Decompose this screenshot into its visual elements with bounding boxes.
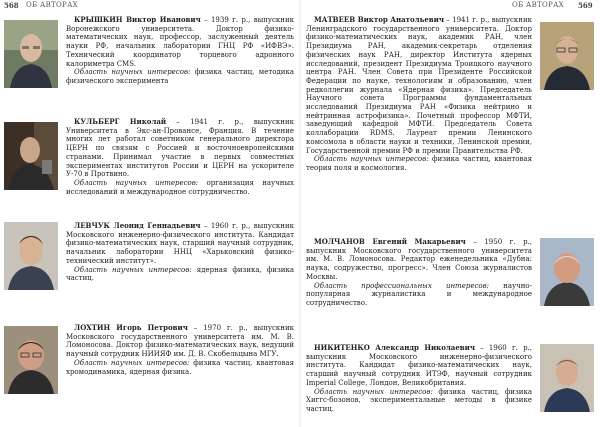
- author-bio: – 1941 г. р., выпускник Ленинградского государственного университета. Доктор физико-математических наук, академик РАН, член Президиума РАН, академик-секретарь отделения физических наук РАН, директор Института ядерных исследований, президент Президиума Троицкого научного центра РАН. Член Совета при Президенте Российской Федерации по науке, технологиям и образованию, член редколлегии журнала «Ядерная физика». Председатель Научного совета Программы фундаментальных исследований Президиума РАН «Физика нейтрино и нейтринная астрофизика». Почетный профессор МФТИ, заведующий кафедрой МФТИ. Председатель Совета коллаборации RDMS. Лауреат премии Ленинского комсомола в области науки и техники, Ленинской премии, Государственной премии РФ и премии Правительства РФ.: [306, 16, 533, 155]
- interests-label: Область научных интересов:: [74, 358, 190, 367]
- author-photo-molchanov: [540, 238, 594, 306]
- author-photo-matveev: [540, 22, 594, 90]
- author-name: МОЛЧАНОВ Евгений Макарьевич: [314, 237, 466, 246]
- author-interests: физика частиц, методика физического эксперимента: [66, 68, 294, 85]
- right-page-number: 569: [578, 1, 593, 10]
- author-name: ЛЕВЧУК Леонид Геннадьевич: [74, 221, 201, 230]
- author-bio: – 1941 г. р., выпускник Университета в Экс-ан-Провансе, Франция. В течение многих лет работал советником генерального директора ЦЕРН по связям с Россией и восточноевропейскими странами. Принимал участие в первых совместных экспериментах институтов России и ЦЕРН на ускорителе У-70 в Протвино.: [66, 118, 294, 179]
- author-name: КРЫШКИН Виктор Иванович: [74, 15, 201, 24]
- author-entry-kulberg: [66, 118, 294, 196]
- left-page-number: 568: [4, 1, 19, 10]
- author-name: МАТВЕЕВ Виктор Анатольевич: [314, 15, 444, 24]
- author-interests: физика частиц, квантовая теория поля и космология.: [306, 155, 532, 172]
- interests-label: Область научных интересов:: [314, 387, 433, 396]
- author-bio: – 1950 г. р., выпускник Московского государственного университета им. М. В. Ломоносова. Редактор еженедельника «Дубна: наука, содружество, прогресс». Член Союза журналистов Москвы.: [306, 238, 532, 281]
- author-interests: организация научных исследований и международное сотрудничество.: [66, 178, 294, 196]
- professional-interests-label: Область профессиональных интересов:: [314, 281, 490, 290]
- author-name: НИКИТЕНКО Александр Николаевич: [314, 343, 475, 352]
- author-bio: – 1970 г. р., выпускник Московского государственного университета им. М. В. Ломоносова. Доктор физико-математических наук, ведущий научный сотрудник НИИЯФ им. Д. В. Скобельцына МГУ.: [66, 324, 294, 359]
- author-entry-levchuk: [66, 222, 294, 283]
- author-interests: ядерная физика, физика частиц.: [66, 265, 295, 283]
- author-bio: – 1960 г. р., выпускник Московского инженерно-физического института. Кандидат физико-математических наук, старший научный сотрудник, начальник лаборатории ННЦ «Харьковский физико-технический институт».: [66, 222, 294, 265]
- interests-label: Область научных интересов:: [314, 155, 429, 164]
- interests-label: Область научных интересов:: [74, 68, 191, 77]
- author-entry-molchanov: [306, 238, 532, 308]
- author-photo-nikitenko: [540, 344, 594, 412]
- author-name: ЛОХТИН Игорь Петрович: [74, 323, 188, 332]
- author-entry-kryshkin: [66, 16, 294, 86]
- author-photo-lokhtin: [4, 326, 58, 394]
- author-entry-nikitenko: [306, 344, 532, 414]
- author-entry-lokhtin: [66, 324, 294, 376]
- page-gutter: [299, 0, 301, 427]
- author-interests: научно-популярная журналистика и международное сотрудничество.: [306, 281, 532, 307]
- author-entry-matveev: [306, 16, 532, 173]
- right-running-head: ОБ АВТОРАХ: [512, 1, 564, 9]
- author-photo-levchuk: [4, 222, 58, 290]
- interests-label: Область научных интересов:: [74, 178, 199, 187]
- author-bio: – 1939 г. р., выпускник Воронежского университета. Доктор физико-математических наук, профессор, заслуженный деятель науки РФ, начальник лаборатории ГНЦ РФ «ИФВЭ». Технический координатор торцевого адронного калориметра CMS.: [66, 16, 294, 68]
- author-photo-kulberg: [4, 122, 58, 190]
- author-name: КУЛЬБЕРГ Николай: [74, 117, 167, 126]
- left-running-head: ОБ АВТОРАХ: [26, 1, 78, 9]
- author-bio: – 1960 г. р., выпускник Московского инженерно-физического института. Кандидат физико-математических наук, старший научный сотрудник ИТЭФ, научный сотрудник Imperial College, Лондон, Великобритания.: [306, 344, 532, 387]
- author-photo-kryshkin: [4, 20, 58, 88]
- author-interests: физика частиц, квантовая хромодинамика, ядерная физика.: [66, 358, 294, 376]
- interests-label: Область научных интересов:: [74, 265, 192, 274]
- author-interests: физика частиц, физика Хиггс-бозонов, экспериментальные методы в физике частиц.: [306, 387, 533, 413]
